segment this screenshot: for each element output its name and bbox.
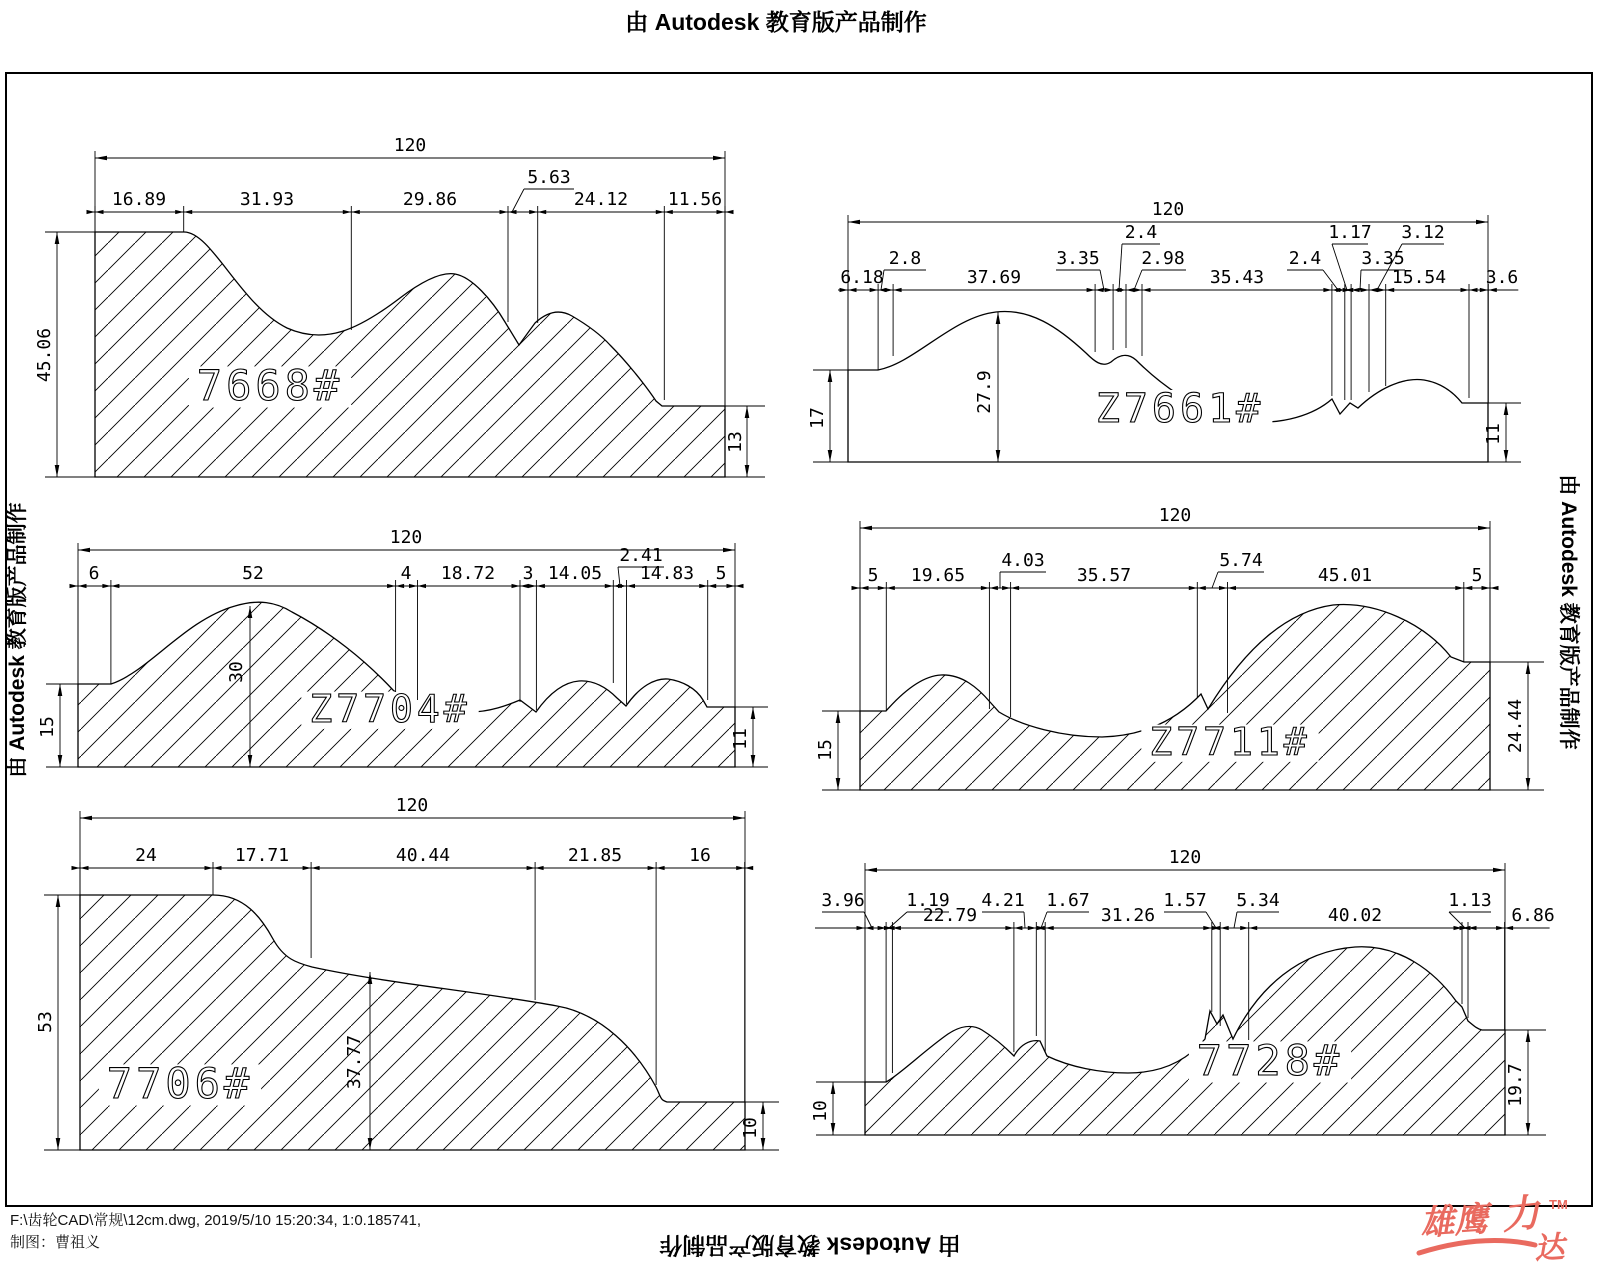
dim-text: 14.83 (639, 563, 695, 584)
dim-text: 120 (1151, 199, 1185, 220)
dim-text: 4.21 (981, 890, 1025, 911)
dim-text: 3.35 (1361, 248, 1405, 269)
dim-text: 6 (88, 563, 100, 584)
dim-text: 19.65 (910, 565, 966, 586)
logo-text-li: 力 (1499, 1190, 1542, 1238)
dim-text: 53 (35, 1011, 56, 1033)
dim-text: 1.19 (906, 890, 950, 911)
logo-tm: TM (1549, 1197, 1568, 1212)
leader-line (1332, 244, 1347, 290)
dim-text: 11 (730, 728, 751, 750)
dim-text: 120 (393, 135, 427, 156)
dim-text: 45.06 (34, 327, 55, 383)
leader-line (1206, 912, 1216, 928)
dim-text: 21.85 (567, 845, 623, 866)
dim-text: 40.02 (1327, 905, 1383, 926)
dim-text: 11 (1483, 423, 1504, 445)
watermark-top: 由 Autodesk 教育版产品制作 (625, 9, 927, 35)
dim-text: 10 (740, 1117, 761, 1139)
profile-label: Z7661# (1095, 386, 1265, 432)
dim-text: 5.34 (1236, 890, 1280, 911)
dim-text: 1.67 (1046, 890, 1090, 911)
leader-line (1134, 270, 1142, 290)
profile-label: 7706# (106, 1059, 254, 1108)
logo-text-da: 达 (1533, 1229, 1566, 1267)
profile-drawing-7706# (35, 795, 779, 1150)
dim-text: 30 (226, 661, 247, 683)
profile-drawing-Z7661# (807, 199, 1521, 462)
dim-text: 24.44 (1505, 698, 1526, 754)
dim-text: 6.86 (1511, 905, 1555, 926)
dim-text: 3.96 (821, 890, 865, 911)
dim-text: 5.63 (527, 167, 571, 188)
dim-text: 19.7 (1505, 1063, 1526, 1107)
profile-drawing-7728# (810, 847, 1555, 1135)
dim-text: 22.79 (922, 905, 978, 926)
profile-drawing-Z7704# (37, 527, 768, 767)
dim-text: 4.03 (1001, 550, 1045, 571)
dim-text: 3.12 (1401, 222, 1445, 243)
dim-text: 2.41 (619, 545, 663, 566)
dim-text: 120 (1168, 847, 1202, 868)
dim-text: 5 (715, 563, 727, 584)
dim-text: 35.43 (1209, 267, 1265, 288)
dim-text: 18.72 (440, 563, 496, 584)
leader-line (889, 912, 907, 928)
profile-label: 7728# (1196, 1036, 1344, 1085)
dim-text: 24 (135, 845, 157, 866)
dim-text: 15.54 (1391, 267, 1447, 288)
dim-text: 2.4 (1124, 222, 1158, 243)
vendor-logo (1413, 1189, 1588, 1274)
dim-text: 120 (1158, 505, 1192, 526)
dim-text: 37.69 (966, 267, 1022, 288)
leader-line (1212, 572, 1218, 588)
dim-text: 15 (815, 739, 836, 761)
dim-text: 27.9 (974, 370, 995, 414)
dim-text: 5.74 (1219, 550, 1263, 571)
dim-text: 1.57 (1163, 890, 1207, 911)
dim-text: 3 (522, 563, 534, 584)
dim-text: 3.35 (1056, 248, 1100, 269)
dim-text: 24.12 (573, 189, 629, 210)
dim-text: 35.57 (1076, 565, 1132, 586)
profile-outline (80, 895, 745, 1150)
profile-outline (95, 232, 725, 477)
profile-label: 7668# (196, 361, 344, 410)
leader-line (1449, 912, 1465, 928)
dim-text: 2.4 (1288, 248, 1322, 269)
dim-text: 2.98 (1141, 248, 1185, 269)
dim-text: 17.71 (234, 845, 290, 866)
leader-line (618, 567, 620, 586)
dim-text: 31.26 (1100, 905, 1156, 926)
leader-line (1024, 912, 1025, 928)
dim-text: 13 (725, 431, 746, 453)
profile-label: Z7711# (1149, 720, 1311, 764)
dim-text: 3.6 (1485, 267, 1519, 288)
dim-text: 1.13 (1448, 890, 1492, 911)
dim-text: 16 (689, 845, 711, 866)
leader-line (1323, 270, 1338, 290)
dim-text: 17 (807, 407, 828, 429)
dim-text: 2.8 (888, 248, 922, 269)
leader-line (1100, 270, 1104, 290)
logo-text-xiongying: 雄鹰 (1418, 1199, 1490, 1244)
dim-text: 14.05 (547, 563, 603, 584)
profile-outline (78, 602, 735, 767)
watermark-left: 由 Autodesk 教育版产品制作 (6, 502, 29, 778)
dim-text: 16.89 (111, 189, 167, 210)
plot-footer (10, 1210, 421, 1254)
dim-text: 45.01 (1317, 565, 1373, 586)
file-info: F:\齿轮CAD\常规\12cm.dwg, 2019/5/10 15:20:34, 1:0.185741, (10, 1212, 422, 1229)
dim-text: 37.77 (344, 1034, 365, 1090)
profile-outline (865, 947, 1505, 1135)
dim-text: 11.56 (667, 189, 723, 210)
drafter: 制图：曹祖义 (10, 1233, 101, 1251)
dim-text: 15 (37, 716, 58, 738)
dim-text: 120 (389, 527, 423, 548)
dim-text: 6.18 (840, 267, 884, 288)
dim-text: 120 (395, 795, 429, 816)
leader-line (1041, 912, 1047, 928)
dim-text: 4 (400, 563, 412, 584)
profile-label: Z7704# (309, 687, 471, 731)
dim-text: 1.17 (1328, 222, 1372, 243)
dim-text: 29.86 (402, 189, 458, 210)
dim-text: 5 (1471, 565, 1483, 586)
dim-text: 31.93 (239, 189, 295, 210)
watermark-bottom: 由 Autodesk 教育版产品制作 (659, 1232, 961, 1259)
leader-line (1360, 270, 1361, 290)
leader-line (512, 189, 524, 212)
profile-drawing-7668# (34, 135, 765, 477)
leader-line (1234, 912, 1237, 928)
dim-text: 52 (242, 563, 264, 584)
dim-text: 40.44 (395, 845, 451, 866)
dim-text: 10 (810, 1100, 831, 1122)
profile-drawing-Z7711# (815, 505, 1544, 790)
dim-text: 5 (867, 565, 879, 586)
watermark-right: 由 Autodesk 教育版产品制作 (1557, 474, 1580, 750)
leader-line (1119, 244, 1122, 290)
